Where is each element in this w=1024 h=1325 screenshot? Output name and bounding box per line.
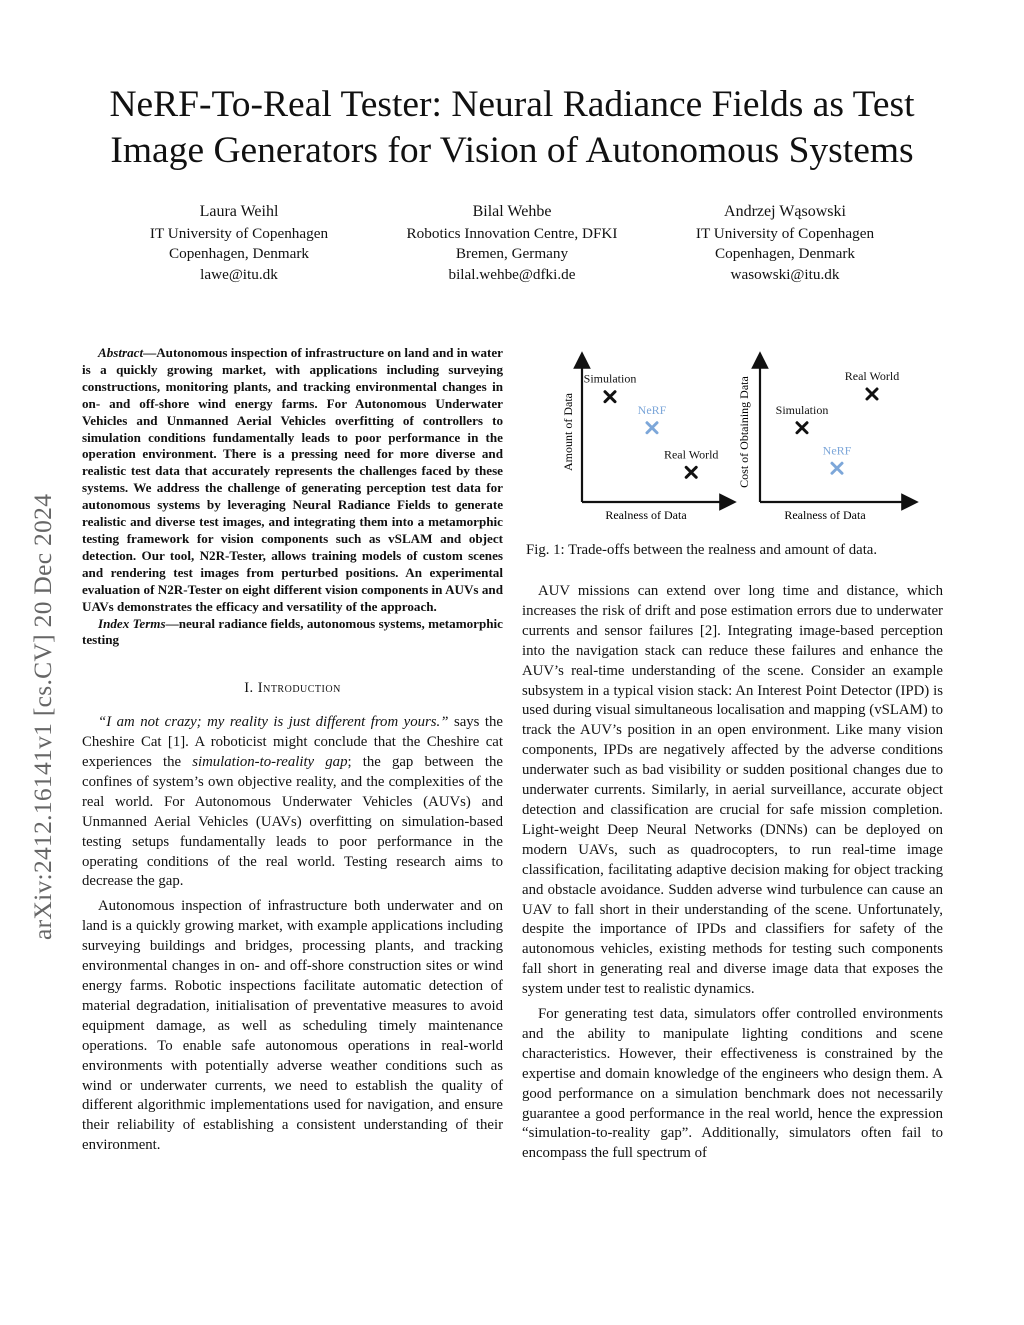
intro-p1-emphasis: simulation-to-reality gap [192, 754, 348, 771]
author-block-1 [137, 202, 341, 285]
x-axis-label: Realness of Data [605, 508, 687, 522]
y-axis-label: Amount of Data [561, 393, 575, 471]
point-marker-nerf [647, 423, 657, 433]
chart-left [561, 360, 728, 522]
intro-p1-text-b: ; the gap between the confines of system’s own objective reality, and the complexities of the real world. For Autonomous Underwater Vehicles (AUVs) and Unmanned Aerial Vehicles (UAVs) overfitting on simulation-based testing setups fundamentally leads to poor performance in the operating conditions of the real world. Testing research aims to decrease the gap. [82, 754, 503, 890]
section-heading: I. Introduction [244, 680, 341, 697]
author-block-2 [392, 202, 632, 285]
index-terms-text: —neural radiance fields, autonomous systems, metamorphic testing [82, 615, 503, 648]
author-name: Laura Weihl [199, 203, 279, 220]
author-location: Copenhagen, Denmark [714, 245, 856, 262]
point-label-nerf: NeRF [637, 402, 667, 417]
left-column [82, 345, 503, 1156]
right-column [522, 582, 943, 1164]
author-affiliation: IT University of Copenhagen [149, 224, 329, 242]
author-email: wasowski@itu.dk [730, 265, 840, 283]
point-label-simulation: Simulation [583, 371, 637, 386]
point-label-simulation: Simulation [775, 402, 829, 417]
figure-1 [560, 350, 920, 530]
author-name: Andrzej Wąsowski [724, 203, 846, 220]
point-marker-simulation [605, 392, 615, 402]
author-location: Bremen, Germany [455, 245, 569, 262]
y-axis-label: Cost of Obtaining Data [737, 376, 751, 488]
trade-off-chart [560, 350, 920, 530]
chart-right [737, 360, 910, 522]
point-marker-nerf [832, 463, 842, 473]
intro-paragraph-2: Autonomous inspection of infrastructure both underwater and on land is a quickly growing market, with example applications including surveying buildings and bridges, processing plants, and tracking environmental changes in on- and off-shore construction sites or wind energy farms. Robotic inspections facilitate automatic detection of material degradation, initialisation of preventative measures to avoid equipment damage, as well as scheduling timely maintenance operations. To enable safe autonomous operations in real-world environments with potentially adverse weather conditions such as wind or underwater currents, we need to establish the quality of different algorithmic implementations used for navigation, and ensure their reliability of establishing a consistent understanding of their environment. [82, 898, 503, 1154]
point-marker-real-world [686, 467, 696, 477]
right-paragraph-2: For generating test data, simulators offer controlled environments and the ability to manipulate lighting conditions and scene characteristics. However, their effectiveness is constrained by the expertise and domain knowledge of the engineers who design them. A good performance on a simulation benchmark does not necessarily guarantee a good performance in the real world, hence the expression “simulation-to-reality gap”. Additionally, simulators often fail to encompass the full spectrum of [522, 1006, 943, 1162]
arxiv-stamp: arXiv:2412.16141v1 [cs.CV] 20 Dec 2024 [28, 493, 57, 940]
point-marker-simulation [797, 423, 807, 433]
author-affiliation: Robotics Innovation Centre, DFKI [406, 224, 618, 242]
figure-caption: Fig. 1: Trade-offs between the realness and amount of data. [526, 542, 878, 558]
point-label-real-world: Real World [663, 447, 719, 462]
index-terms [82, 616, 503, 650]
point-marker-real-world [867, 389, 877, 399]
author-block-3 [683, 202, 887, 285]
author-location: Copenhagen, Denmark [168, 245, 310, 262]
point-label-nerf: NeRF [822, 443, 852, 458]
paper-title [60, 82, 964, 174]
right-paragraph-1: AUV missions can extend over long time and distance, which increases the risk of drift and pose estimation errors due to underwater currents and sensor failures [2]. Integrating image-based perception into the navigation stack can reduce these failures and enhance the AUV’s real-time understanding of the scene. Consider an example subsystem in a typical vision stack: An Interest Point Detector (IPD) is used during visual simultaneous localisation and mapping (vSLAM) to track the AUV’s position in an open environment. Like many vision components, IPDs are negatively affected by the adverse conditions underwater such as bad visibility or sudden positional changes due to underwater currents. Similarly, in aerial surveillance, accurate object detection and classification are crucial for safe mission completion. Light-weight Deep Neural Networks (DNNs) can be deployed on modern UAVs, such as quadrocopters, to run real-time image classification, facilitating adaptive decision making for object tracking and obstacle avoidance. Sudden adverse wind turbulence can cause an UAV to fall short in their understanding of the scene. Unfortunately, despite the importance of IPDs and classifiers for safety of the autonomous vehicles, existing methods for testing such components fall short in generating real and diverse image data that exposes the system under test to realistic dynamics. [522, 583, 943, 998]
intro-paragraph-1 [82, 713, 503, 892]
title-line-2: Image Generators for Vision of Autonomous Systems [110, 130, 914, 171]
abstract-text: —Autonomous inspection of infrastructure on land and in water is a quickly growing market, with applications including surveying constructions, monitoring plants, and tracking environmental changes in on- and off-shore wind energy farms. For Autonomous Underwater Vehicles and Unmanned Aerial Vehicles overfitting of controllers to simulation conditions fundamentally leads to poor performance in the operation environment. There is a pressing need for more diverse and realistic test data that accurately represents the challenges faced by these systems. We address the challenge of generating perception test data for autonomous systems by leveraging Neural Radiance Fields to generate realistic and diverse test images, and integrating them into a metamorphic testing framework for vision components such as vSLAM and object detection. Our tool, N2R-Tester, allows training models of custom scenes and rendering test images from perturbed positions. An experimental evaluation of N2R-Tester on eight different vision components in AUVs and UAVs demonstrates the efficacy and versatility of the approach. [82, 345, 503, 614]
abstract-label: Abstract [98, 345, 144, 360]
intro-p1-text-a: says the Cheshire Cat [1]. A roboticist might conclude that the Cheshire cat experiences the [82, 714, 503, 771]
x-axis-label: Realness of Data [784, 508, 866, 522]
author-email: lawe@itu.dk [200, 265, 278, 283]
index-terms-label: Index Terms [98, 615, 166, 631]
author-email: bilal.wehbe@dfki.de [448, 265, 576, 283]
title-line-1: NeRF-To-Real Tester: Neural Radiance Fields as Test [109, 84, 915, 125]
point-label-real-world: Real World [844, 369, 900, 383]
author-name: Bilal Wehbe [472, 203, 552, 220]
abstract [82, 345, 503, 616]
intro-quote: “I am not crazy; my reality is just different from yours.” [98, 714, 449, 731]
author-affiliation: IT University of Copenhagen [695, 224, 875, 242]
